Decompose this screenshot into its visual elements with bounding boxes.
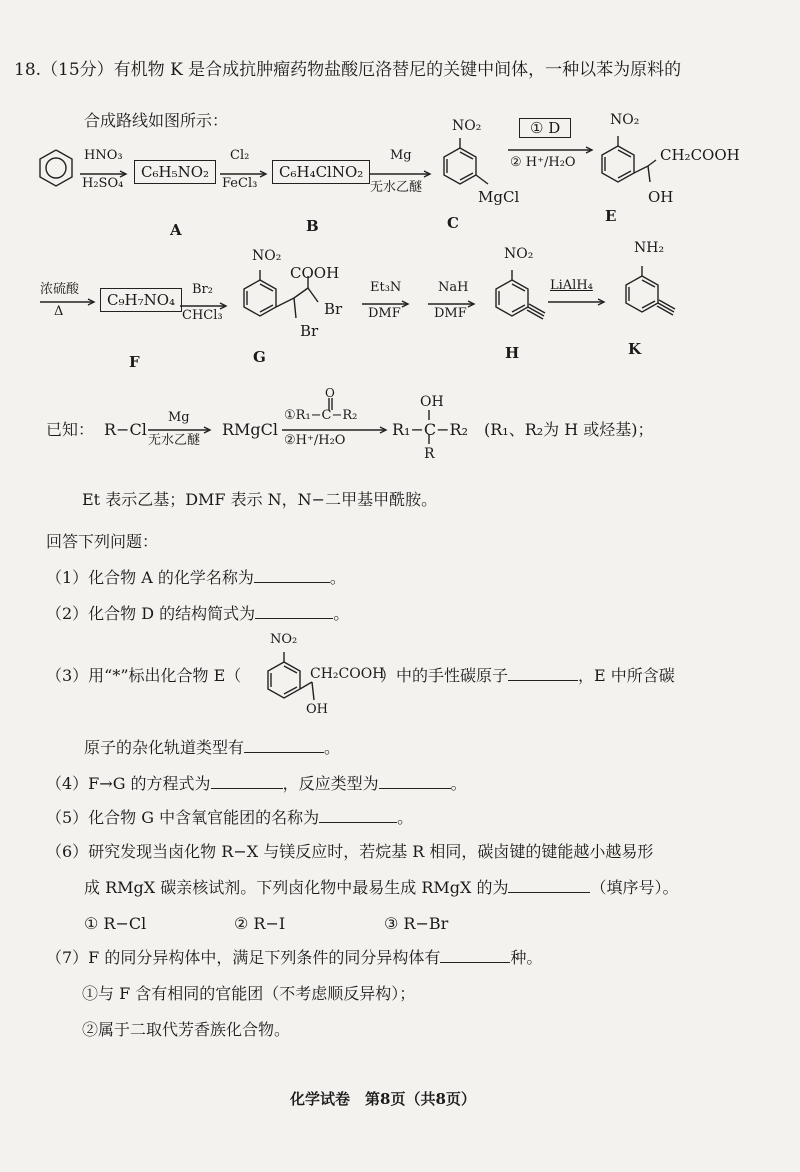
question-5: （5）化合物 G 中含氧官能团的名称为 。: [46, 808, 414, 827]
known-product-r: R: [424, 446, 435, 462]
G-no2-group: NO₂: [252, 248, 282, 264]
q6-answer-blank[interactable]: [508, 892, 590, 893]
q7-condition-1: ①与 F 含有相同的官能团（不考虑顺反异构）；: [82, 984, 416, 1003]
label-C: C: [447, 214, 459, 232]
known-rcl: R−Cl: [104, 420, 147, 439]
q3-chiral-answer-blank[interactable]: [508, 680, 578, 681]
label-E: E: [605, 207, 617, 225]
G-br-group-2: Br: [300, 322, 319, 340]
H-no2-group: NO₂: [504, 246, 534, 262]
known-solvent: 无水乙醚: [148, 433, 201, 448]
known-step-1: ①R₁−C−R₂: [284, 408, 358, 423]
C-no2-group: NO₂: [452, 118, 482, 134]
G-cooh-group: COOH: [290, 264, 340, 282]
question-4: （4）F→G 的方程式为 ，反应类型为 。: [46, 774, 467, 793]
compound-F-box: C₉H₇NO₄: [100, 288, 182, 312]
question-6-line-1: （6）研究发现当卤化物 R−X 与镁反应时，若烷基 R 相同，碳卤键的键能越小越易形: [46, 842, 654, 861]
question-line-2: 合成路线如图所示：: [84, 111, 229, 130]
K-nh2-group: NH₂: [634, 240, 665, 256]
q6-option-2: ② R−I: [234, 914, 286, 933]
known-note: (R₁、R₂为 H 或烃基)；: [484, 420, 654, 439]
compound-H-structure: [490, 258, 550, 338]
compound-B-box: C₆H₄ClNO₂: [272, 160, 370, 184]
known-prefix: 已知：: [46, 420, 95, 439]
question-2: （2）化合物 D 的结构简式为 。: [46, 604, 350, 623]
known-abbrev-line: Et 表示乙基；DMF 表示 N，N−二甲基甲酰胺。: [82, 490, 438, 509]
known-step-2: ②H⁺/H₂O: [284, 433, 346, 448]
q3-ch2cooh-group: CH₂COOH: [310, 666, 385, 682]
question-7-line-1: （7）F 的同分异构体中，满足下列条件的同分异构体有 种。: [46, 948, 543, 967]
q5-answer-blank[interactable]: [319, 822, 397, 823]
label-F: F: [129, 353, 140, 371]
q3-hybrid-answer-blank[interactable]: [244, 752, 324, 753]
known-product-oh: OH: [420, 394, 444, 410]
question-1: （1）化合物 A 的化学名称为 。: [46, 568, 346, 587]
q4-equation-blank[interactable]: [211, 788, 283, 789]
known-carbonyl-o: O: [325, 386, 335, 400]
benzene-structure: [38, 148, 74, 188]
answer-intro: 回答下列问题：: [46, 532, 159, 551]
question-3-line-2: 原子的杂化轨道类型有 。: [84, 738, 341, 757]
reagent-hydrolysis: ② H⁺/H₂O: [510, 155, 576, 170]
E-ch2cooh-group: CH₂COOH: [660, 146, 740, 164]
label-K: K: [628, 340, 642, 358]
known-mg: Mg: [168, 410, 190, 425]
q3-oh-group: OH: [306, 702, 328, 717]
C-mgcl-group: MgCl: [478, 188, 520, 206]
q2-answer-blank[interactable]: [255, 618, 333, 619]
question-line-1: 18.（15分）有机物 K 是合成抗肿瘤药物盐酸厄洛替尼的关键中间体，一种以苯为原料的: [14, 60, 682, 80]
label-A: A: [170, 221, 182, 239]
known-rmgcl: RMgCl: [222, 420, 279, 439]
page-footer: 化学试卷 第8页（共8页）: [290, 1090, 476, 1108]
label-H: H: [505, 344, 520, 362]
compound-K-structure: [620, 254, 680, 334]
known-product-main: R₁−C−R₂: [392, 420, 468, 439]
q7-answer-blank[interactable]: [440, 962, 510, 963]
G-br-group-1: Br: [324, 300, 343, 318]
reagent-D-box: ① D: [519, 118, 571, 138]
q6-option-3: ③ R−Br: [384, 914, 449, 933]
label-B: B: [306, 217, 319, 235]
q1-answer-blank[interactable]: [254, 582, 330, 583]
question-3-pre: （3）用“*”标出化合物 E（: [46, 666, 242, 685]
label-G: G: [253, 348, 266, 366]
arrow-addition: [508, 146, 594, 154]
q6-option-1: ① R−Cl: [84, 914, 147, 933]
E-no2-group: NO₂: [610, 112, 640, 128]
compound-A-box: C₆H₅NO₂: [134, 160, 216, 184]
q7-condition-2: ②属于二取代芳香族化合物。: [82, 1020, 291, 1039]
q3-no2-group: NO₂: [270, 632, 298, 647]
E-oh-group: OH: [648, 188, 674, 206]
question-6-line-2: 成 RMgX 碳亲核试剂。下列卤化物中最易生成 RMgX 的为 （填序号）。: [84, 878, 679, 897]
question-3-post: ）中的手性碳原子 ，E 中所含碳: [380, 666, 675, 685]
q4-type-blank[interactable]: [379, 788, 451, 789]
